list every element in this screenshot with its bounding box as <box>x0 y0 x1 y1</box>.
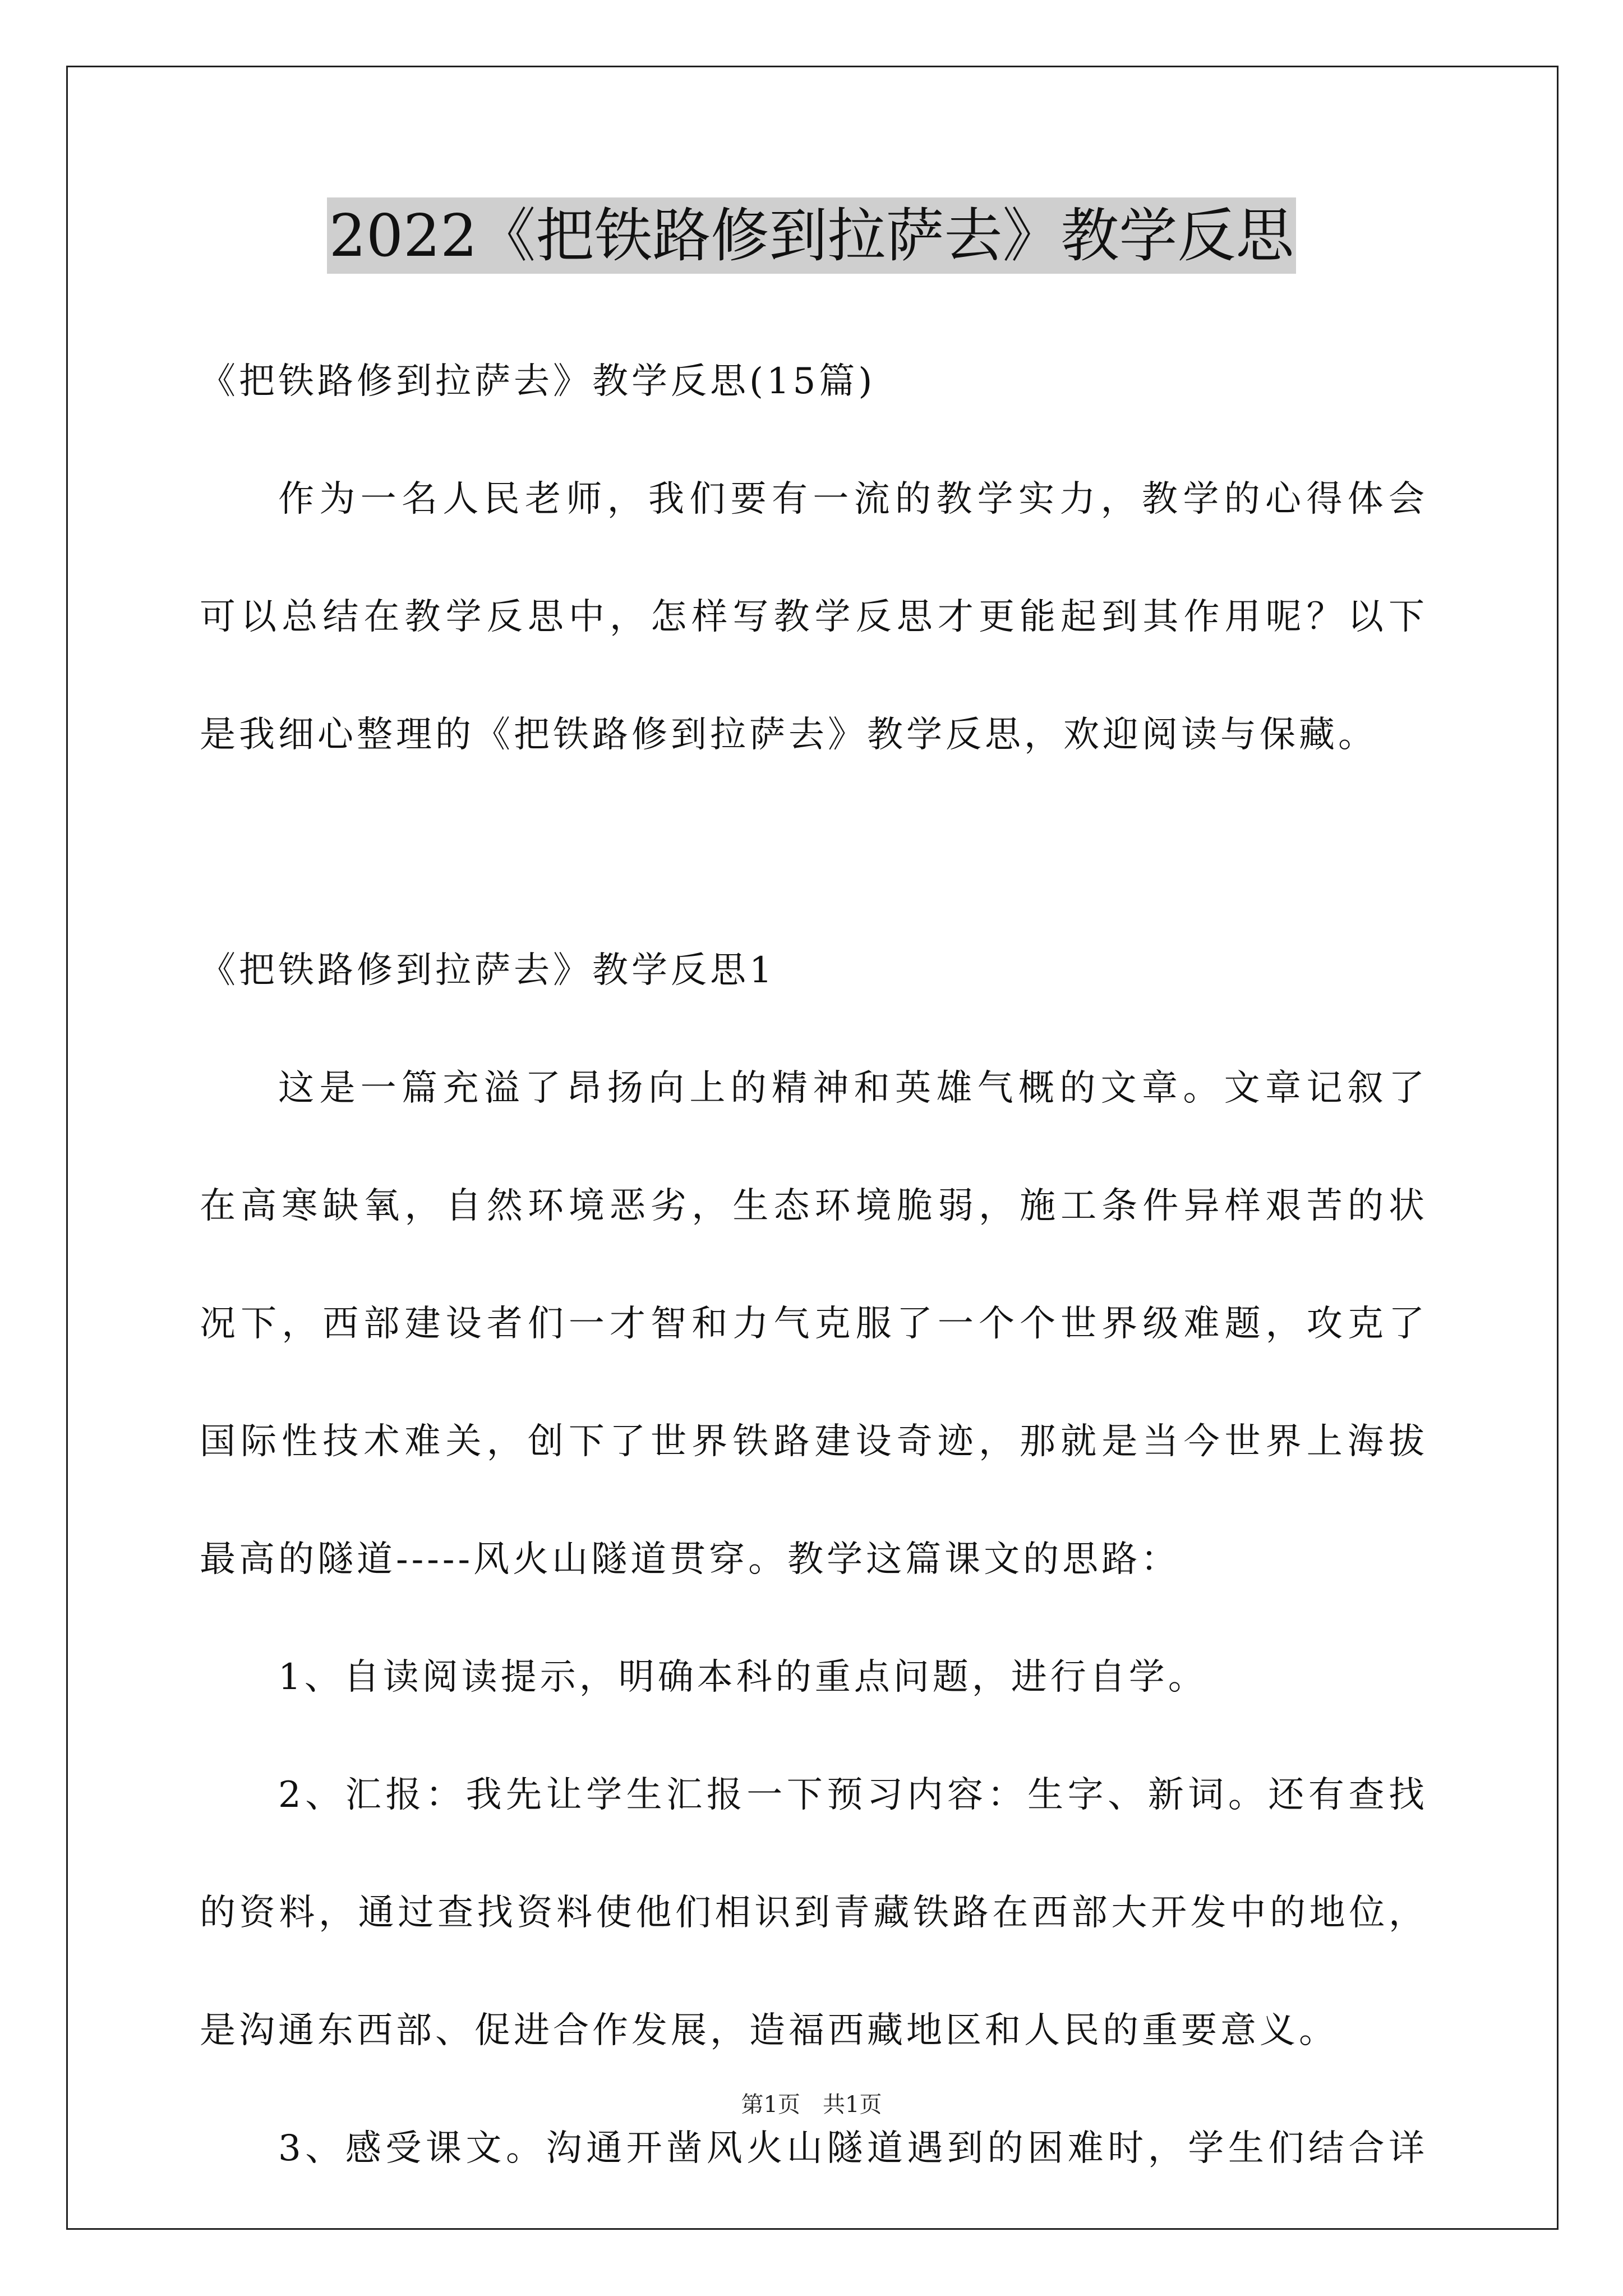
intro-line: 作为一名人民老师，我们要有一流的教学实力，教学的心得体会 <box>278 478 1428 520</box>
section-heading: 《把铁路修到拉萨去》教学反思1 <box>200 950 776 991</box>
intro-line: 可以总结在教学反思中，怎样写教学反思才更能起到其作用呢？以下 <box>200 596 1428 638</box>
title-container <box>0 197 1623 274</box>
list-item-2-line: 2、汇报：我先让学生汇报一下预习内容：生字、新词。还有查找 <box>278 1774 1428 1816</box>
paragraph-line: 这是一篇充溢了昂扬向上的精神和英雄气概的文章。文章记叙了 <box>278 1068 1428 1109</box>
list-item-1: 1、自读阅读提示，明确本科的重点问题，进行自学。 <box>278 1657 1207 1698</box>
paragraph-line: 在高寒缺氧，自然环境恶劣，生态环境脆弱，施工条件异样艰苦的状 <box>200 1185 1428 1227</box>
list-item-3-line: 3、感受课文。沟通开凿风火山隧道遇到的困难时，学生们结合详 <box>278 2128 1428 2169</box>
document-title: 2022《把铁路修到拉萨去》教学反思 <box>327 197 1297 274</box>
paragraph-line: 最高的隧道-----风火山隧道贯穿。教学这篇课文的思路： <box>200 1539 1181 1580</box>
intro-line: 是我细心整理的《把铁路修到拉萨去》教学反思，欢迎阅读与保藏。 <box>200 714 1377 756</box>
paragraph-line: 况下，西部建设者们一才智和力气克服了一个个世界级难题，攻克了 <box>200 1303 1428 1345</box>
list-item-2-line: 是沟通东西部、促进合作发展，造福西藏地区和人民的重要意义。 <box>200 2010 1338 2051</box>
paragraph-line: 国际性技术难关，创下了世界铁路建设奇迹，那就是当今世界上海拔 <box>200 1421 1428 1462</box>
subtitle: 《把铁路修到拉萨去》教学反思(15篇) <box>200 361 876 402</box>
spacer <box>200 794 1428 912</box>
page-footer: 第1页 共1页 <box>741 2092 882 2118</box>
document-body <box>200 323 1428 2207</box>
list-item-2-line: 的资料，通过查找资料使他们相识到青藏铁路在西部大开发中的地位， <box>200 1892 1428 1934</box>
